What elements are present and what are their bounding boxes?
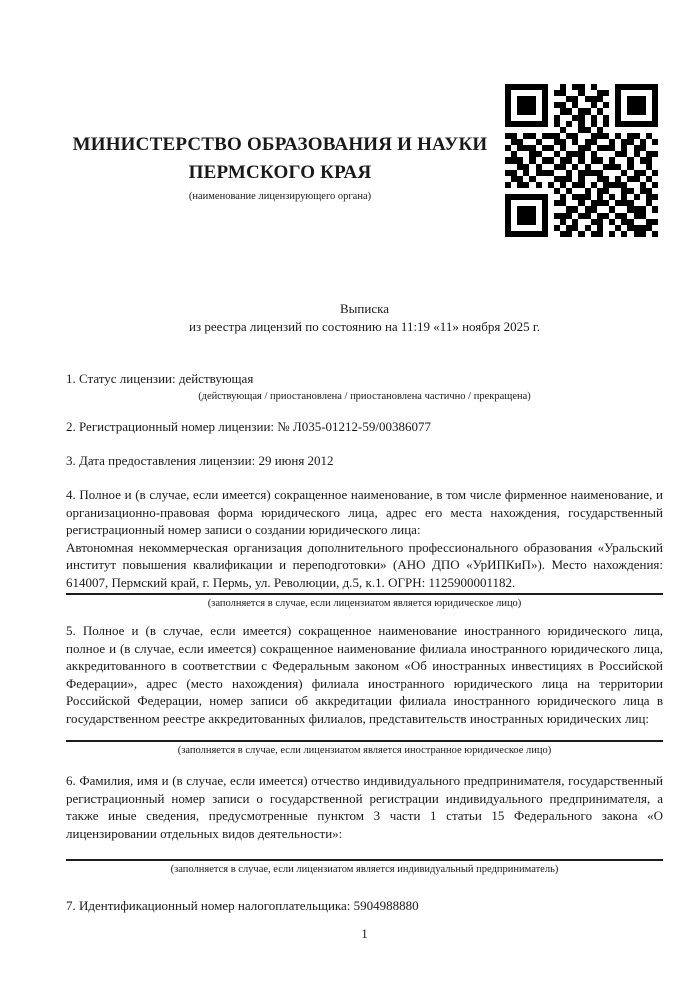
field-registration-number bbox=[66, 418, 663, 436]
field-legal-entity bbox=[66, 486, 663, 610]
field-entrepreneur bbox=[66, 772, 663, 876]
qr-code bbox=[505, 84, 658, 237]
document-title-line2: из реестра лицензий по состоянию на 11:19 «11» ноября 2025 г. bbox=[189, 318, 540, 334]
registration-number-text: 2. Регистрационный номер лицензии: № Л035-01212-59/00386077 bbox=[66, 419, 432, 434]
page-number: 1 bbox=[361, 926, 368, 941]
entrepreneur-caption: (заполняется в случае, если лицензиатом является индивидуальный предприниматель) bbox=[170, 864, 559, 875]
letterhead bbox=[40, 131, 520, 204]
issuing-authority-name bbox=[40, 131, 520, 187]
field-foreign-entity bbox=[66, 622, 663, 757]
document-title bbox=[66, 300, 663, 335]
issuing-authority-caption: (наименование лицензирующего органа) bbox=[188, 191, 372, 202]
legal-entity-value: Автономная некоммерческая организация дополнительного профессионального образования «Уральский институт повышения квалификации и переподготовки» (АНО ДПО «УрИПКиП»). Место нахождения: 614007, Пермский край, г. Пермь, ул. Революции, д.5, к.1. ОГРН: 1125900001182. bbox=[66, 539, 663, 590]
field-grant-date bbox=[66, 452, 663, 470]
fill-line-legal-entity bbox=[66, 593, 663, 595]
license-status-options-caption: (действующая / приостановлена / приостановлена частично / прекращена) bbox=[198, 390, 531, 402]
entrepreneur-label: 6. Фамилия, имя и (в случае, если имеется) отчество индивидуального предпринимателя, государственный регистрационный номер записи о государственной регистрации индивидуального предпринимателя, а также иные сведения, предусмотренные пунктом 3 части 1 статьи 15 Федерального закона «О лицензировании отдельных видов деятельности»: bbox=[66, 773, 663, 841]
field-license-status bbox=[66, 370, 663, 403]
issuing-authority-line1: МИНИСТЕРСТВО ОБРАЗОВАНИЯ И НАУКИ bbox=[72, 134, 488, 155]
legal-entity-caption: (заполняется в случае, если лицензиатом является юридическое лицо) bbox=[207, 598, 522, 609]
fill-line-foreign-entity bbox=[66, 740, 663, 742]
grant-date-text: 3. Дата предоставления лицензии: 29 июня 2012 bbox=[66, 453, 334, 468]
legal-entity-label: 4. Полное и (в случае, если имеется) сокращенное наименование, в том числе фирменное наименование, и организационно-правовая форма юридического лица, адрес его места нахождения, государственный регистрационный номер записи о создании юридического лица: bbox=[66, 487, 663, 537]
document-title-line1: Выписка bbox=[340, 301, 389, 316]
fill-line-entrepreneur bbox=[66, 859, 663, 861]
license-status-text: 1. Статус лицензии: действующая bbox=[66, 371, 254, 386]
taxpayer-id-text: 7. Идентификационный номер налогоплательщика: 5904988880 bbox=[66, 898, 419, 913]
issuing-authority-line2: ПЕРМСКОГО КРАЯ bbox=[188, 162, 372, 183]
foreign-entity-label: 5. Полное и (в случае, если имеется) сокращенное наименование иностранного юридического лица, полное и (в случае, если имеется) сокращенное наименование филиала иностранного юридического лица, аккредитованного в соответствии с Федеральным законом «Об иностранных инвестициях в Российской Федерации», адрес (место нахождения) филиала иностранного юридического лица на территории Российской Федерации, номер записи об аккредитации филиала иностранного юридического лица в государственном реестре аккредитованных филиалов, представительств иностранных юридических лиц: bbox=[66, 623, 663, 726]
field-taxpayer-id bbox=[66, 897, 663, 915]
foreign-entity-caption: (заполняется в случае, если лицензиатом является иностранное юридическое лицо) bbox=[177, 745, 552, 756]
